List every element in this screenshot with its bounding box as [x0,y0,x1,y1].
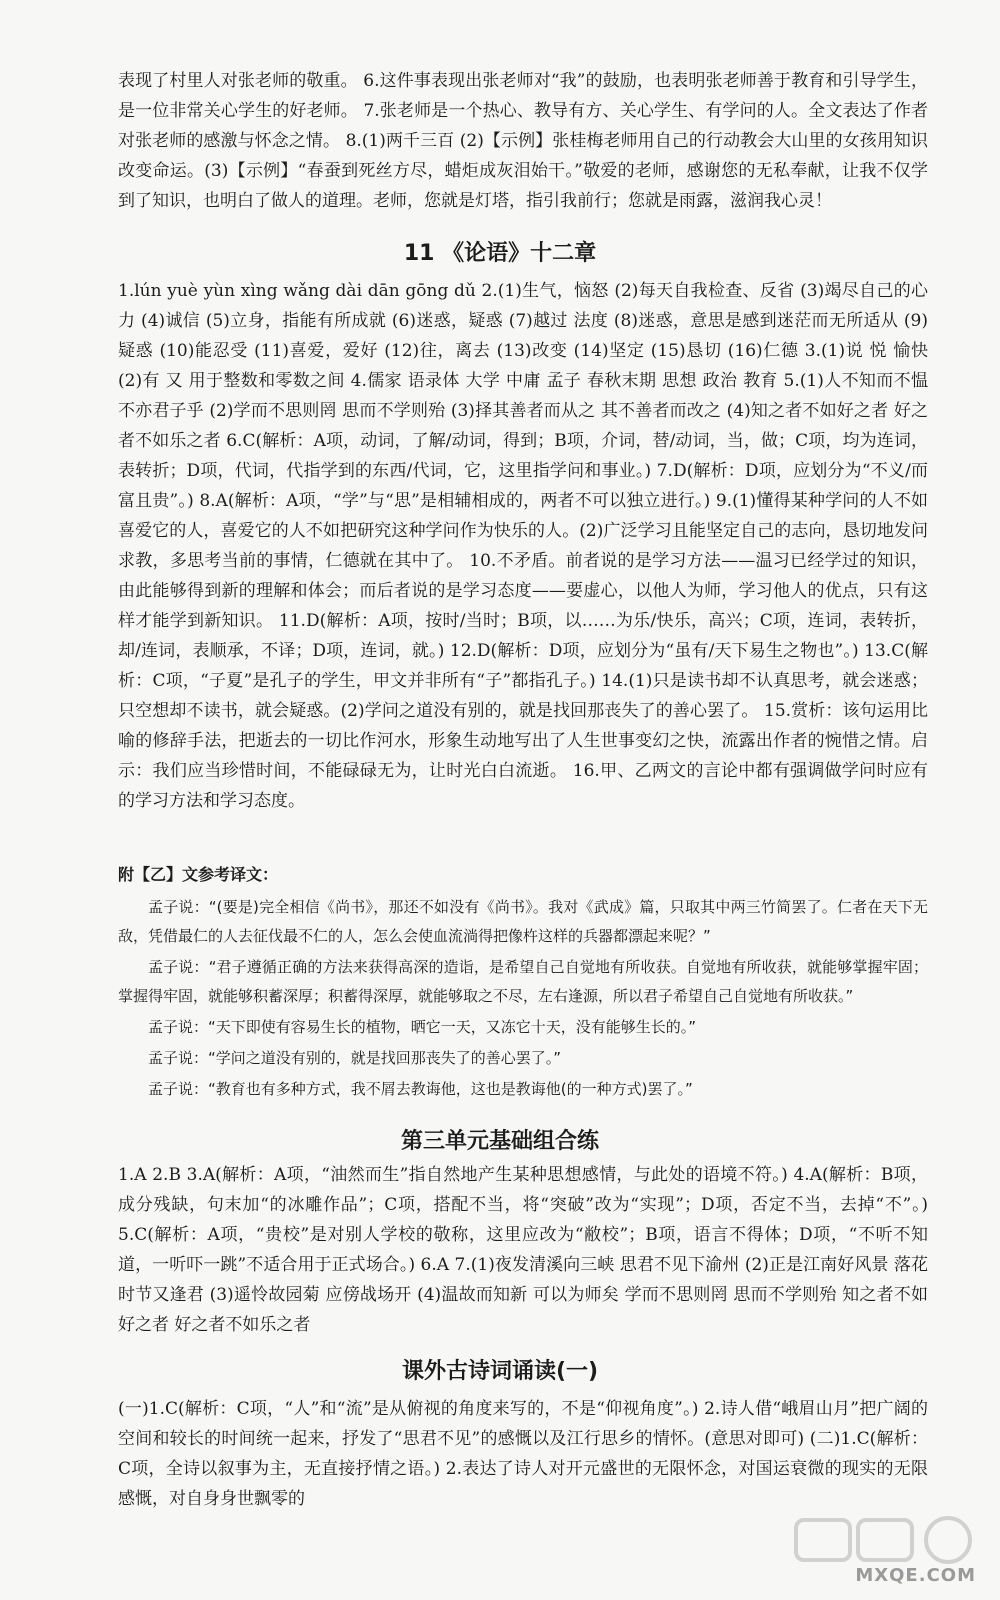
translation-paragraph: 孟子说：“君子遵循正确的方法来获得高深的造诣，是希望自己自觉地有所收获。自觉地有所收获，就能够掌握牢固；掌握得牢固，就能够积蓄深厚；积蓄得深厚，就能够取之不尽，左右逢源，所以君子希望自己自觉地有所收获。” [118,958,928,1005]
translation-block [0,893,1000,1104]
translation-paragraph: 孟子说：“天下即使有容易生长的植物，晒它一天，又冻它十天，没有能够生长的。” [148,1018,697,1036]
section-heading-poems: 课外古诗词诵读(一) [401,1359,599,1384]
watermark-text: MXQE.COM [855,1565,976,1586]
answer-block-continued: 表现了村里人对张老师的敬重。 6.这件事表现出张老师对“我”的鼓励，也表明张老师善于教育和引导学生，是一位非常关心学生的好老师。 7.张老师是一个热心、教导有方、关心学生、有学问的人。全文表达了作者对张老师的感激与怀念之情。 8.(1)两千三百 (2)【示例】张桂梅老师用自己的行动教会大山里的女孩用知识改变命运。(3)【示例】“春蚕到死丝方尽，蜡炬成灰泪始干。”敬爱的老师，感谢您的无私奉献，让我不仅学到了知识，也明白了做人的道理。老师，您就是灯塔，指引我前行；您就是雨露，滋润我心灵！ [118,71,928,211]
answer-block-poems: (一)1.C(解析：C项，“人”和“流”是从俯视的角度来写的，不是“仰视角度”。) 2.诗人借“峨眉山月”把广阔的空间和较长的时间统一起来，抒发了“思君不见”的感慨以及江行思乡的情怀。(意思对即可) (二)1.C(解析：C项，全诗以叙事为主，无直接抒情之语。) 2.表达了诗人对开元盛世的无限怀念，对国运衰微的现实的无限感慨，对自身身世飘零的 [118,1399,928,1509]
section-heading-unit3: 第三单元基础组合练 [400,1129,599,1154]
section-heading-lunyu: 11 《论语》十二章 [403,241,597,266]
answer-block-unit3: 1.A 2.B 3.A(解析：A项，“油然而生”指自然地产生某种思想感情，与此处的语境不符。) 4.A(解析：B项，成分残缺，句末加“的冰雕作品”；C项，搭配不当，将“突破”改为“实现”；D项，否定不当，去掉“不”。) 5.C(解析：A项，“贵校”是对别人学校的敬称，这里应改为“敝校”；B项，语言不得体；D项，“不听不知道，一听吓一跳”不适合用于正式场合。) 6.A 7.(1)夜发清溪向三峡 思君不见下渝州 (2)正是江南好风景 落花时节又逢君 (3)遥怜故园菊 应傍战场开 (4)温故而知新 可以为师矣 学而不思则罔 思而不学则殆 知之者不如好之者 好之者不如乐之者 [118,1165,928,1335]
translation-heading: 附【乙】文参考译文： [118,865,279,884]
answer-block-lunyu: 1.lún yuè yùn xìng wǎng dài dān gōng dǔ 2.(1)生气，恼怒 (2)每天自我检查、反省 (3)竭尽自己的心力 (4)诚信 (5)立身，指能有所成就 (6)迷惑，疑惑 (7)越过 法度 (8)迷惑，意思是感到迷茫而无所适从 (9)疑惑 (10)能忍受 (11)喜爱，爱好 (12)往，离去 (13)改变 (14)坚定 (15)恳切 (16)仁德 3.(1)说 悦 愉快 (2)有 又 用于整数和零数之间 4.儒家 语录体 大学 中庸 孟子 春秋末期 思想 政治 教育 5.(1)人不知而不愠 不亦君子乎 (2)学而不思则罔 思而不学则殆 (3)择其善者而从之 其不善者而改之 (4)知之者不如好之者 好之者不如乐之者 6.C(解析：A项，动词，了解/动词，得到；B项，介词，替/动词，当，做；C项，均为连词，表转折；D项，代词，代指学到的东西/代词，它，这里指学问和事业。) 7.D(解析：D项，应划分为“不义/而富且贵”。) 8.A(解析：A项，“学”与“思”是相辅相成的，两者不可以独立进行。) 9.(1)懂得某种学问的人不如喜爱它的人，喜爱它的人不如把研究这种学问作为快乐的人。(2)广泛学习且能坚定自己的志向，恳切地发问求教，多思考当前的事情，仁德就在其中了。 10.不矛盾。前者说的是学习方法——温习已经学过的知识，由此能够得到新的理解和体会；而后者说的是学习态度——要虚心，以他人为师，学习他人的优点，只有这样才能学到新知识。 11.D(解析：A项，按时/当时；B项，以……为乐/快乐，高兴；C项，连词，表转折，却/连词，表顺承，不译；D项，连词，就。) 12.D(解析：D项，应划分为“虽有/天下易生之物也”。) 13.C(解析：C项，“子夏”是孔子的学生，甲文并非所有“子”都指孔子。) 14.(1)只是读书却不认真思考，就会迷惑；只空想却不读书，就会疑惑。(2)学问之道没有别的，就是找回那丧失了的善心罢了。 15.赏析：该句运用比喻的修辞手法，把逝去的一切比作河水，形象生动地写出了人生世事变幻之快，流露出作者的惋惜之情。启示：我们应当珍惜时间，不能碌碌无为，让时光白白流逝。 16.甲、乙两文的言论中都有强调做学问时应有的学习方法和学习态度。 [118,281,928,811]
translation-paragraph: 孟子说：“(要是)完全相信《尚书》，那还不如没有《尚书》。我对《武成》篇，只取其中两三竹简罢了。仁者在天下无敌，凭借最仁的人去征伐最不仁的人，怎么会使血流淌得把像杵这样的兵器都漂起来呢？” [118,898,928,945]
translation-paragraph: 孟子说：“学问之道没有别的，就是找回那丧失了的善心罢了。” [148,1049,562,1067]
translation-paragraph: 孟子说：“教育也有多种方式，我不屑去教诲他，这也是教诲他(的一种方式)罢了。” [148,1080,693,1098]
